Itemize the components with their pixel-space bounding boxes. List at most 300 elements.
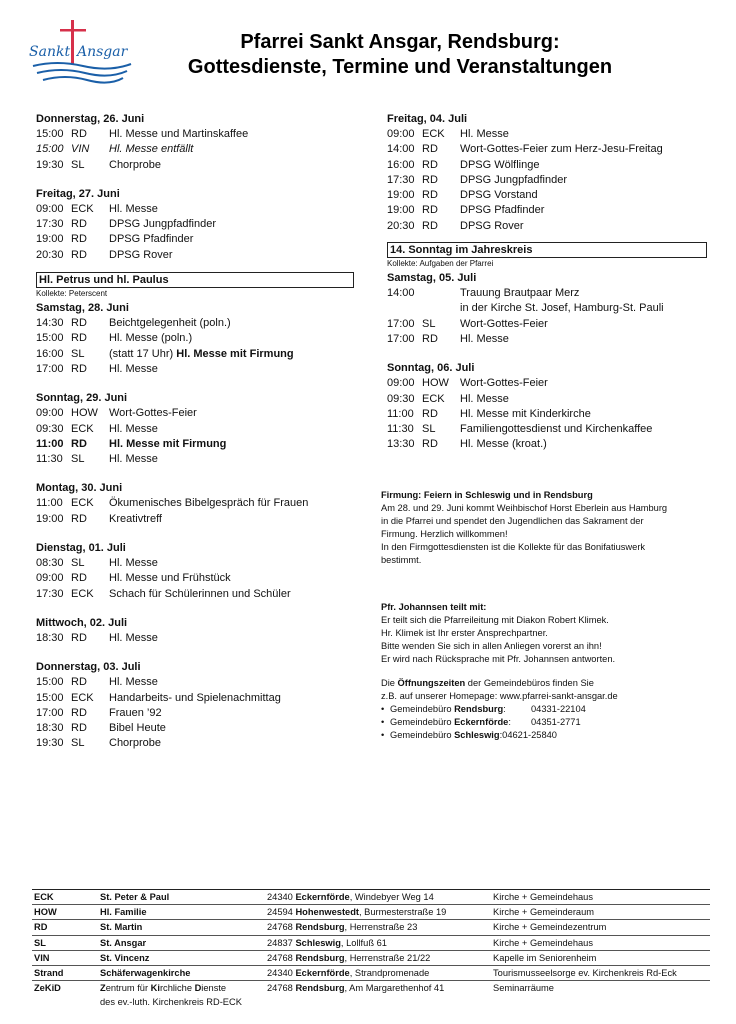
parish-logo [27, 18, 137, 96]
event-location: ECK [71, 202, 94, 215]
firmung-notice [381, 489, 691, 567]
event-time: 17:00 [387, 332, 415, 345]
event-title: DPSG Jungpfadfinder [460, 173, 568, 186]
location-name [98, 981, 265, 1010]
event-time: 17:30 [36, 587, 64, 600]
notice-line: in die Pfarrei und spendet den Jugendlichen das Sakrament der [381, 516, 644, 526]
table-row [32, 981, 710, 1010]
office-sep: : [499, 730, 503, 740]
event-row [387, 286, 707, 301]
location-name-line [100, 983, 226, 993]
event-time: 09:00 [387, 377, 415, 390]
event-title: DPSG Pfadfinder [109, 233, 194, 246]
event-title: Chorprobe [109, 737, 161, 750]
event-location: ECK [71, 497, 94, 510]
event-title: DPSG Rover [109, 248, 173, 261]
event-row [36, 331, 354, 346]
event-title: Chorprobe [109, 158, 161, 171]
bullet-icon: • [381, 704, 385, 714]
location-city: Schleswig [295, 937, 341, 948]
event-row [36, 362, 354, 377]
event-location: RD [71, 317, 87, 330]
event-title-bold: Hl. Messe mit Firmung [176, 347, 294, 360]
table-row [32, 905, 710, 920]
location-name-line-2: des ev.-luth. Kirchenkreis RD-ECK [100, 997, 242, 1008]
office-hours-notice [381, 677, 691, 742]
location-address [265, 920, 491, 935]
day-block [36, 659, 354, 751]
office-intro-bold: Öffnungszeiten [397, 678, 466, 688]
location-plz: 24340 [267, 967, 293, 978]
office-intro [381, 677, 691, 690]
event-location [422, 301, 460, 316]
kollekte-note: Kollekte: Peterscent [36, 289, 108, 299]
event-row-cancelled [36, 142, 354, 157]
event-row [387, 376, 707, 391]
event-time: 20:30 [36, 248, 64, 261]
event-time: 19:30 [36, 158, 64, 171]
location-city: Rendsburg [295, 983, 345, 994]
location-street: , Herrenstraße 21/22 [344, 952, 431, 963]
day-block [387, 270, 707, 347]
event-title: Hl. Messe und Frühstück [109, 572, 231, 585]
event-title: Hl. Messe [109, 453, 158, 466]
location-name: Schäferwagenkirche [98, 965, 265, 980]
location-address [265, 950, 491, 965]
event-location: RD [71, 128, 87, 140]
day-heading: Mittwoch, 02. Juli [36, 616, 128, 629]
event-row [387, 127, 707, 142]
event-row [36, 406, 354, 421]
event-location: HOW [422, 377, 449, 390]
event-time: 11:00 [36, 437, 64, 450]
location-street: , Burmesterstraße 19 [359, 907, 447, 918]
event-row [36, 452, 354, 467]
event-title: DPSG Wölflinge [460, 158, 540, 171]
event-row [387, 158, 707, 173]
bullet-icon: • [381, 730, 385, 740]
location-use: Tourismusseelsorge ev. Kirchenkreis Rd-Eck [491, 965, 710, 980]
event-location: RD [71, 332, 87, 345]
event-time: 15:00 [36, 143, 64, 156]
office-phone: 04331-22104 [531, 704, 586, 714]
svg-text:Sankt: Sankt [29, 44, 71, 60]
name-part: entrum für [105, 983, 151, 994]
event-title: Wort-Gottes-Feier [460, 317, 548, 330]
event-row [387, 142, 707, 157]
location-name: St. Martin [98, 920, 265, 935]
event-time: 14:00 [387, 143, 415, 156]
event-time: 08:30 [36, 557, 64, 570]
day-heading: Samstag, 05. Juli [387, 272, 477, 285]
event-title: Hl. Messe [109, 676, 158, 689]
event-row [36, 202, 354, 217]
page-title [130, 30, 670, 80]
office-sep: : [503, 704, 506, 714]
event-row [36, 571, 354, 586]
event-row [36, 512, 354, 527]
day-heading: Sonntag, 29. Juni [36, 392, 128, 405]
notice-line: Hr. Klimek ist Ihr erster Ansprechpartner. [381, 628, 548, 638]
event-location: RD [422, 407, 438, 420]
event-time: 18:30 [36, 631, 64, 644]
notice-heading: Firmung: Feiern in Schleswig und in Rendsburg [381, 490, 593, 500]
day-block [36, 480, 354, 527]
event-location: RD [422, 173, 438, 186]
location-name: St. Ansgar [98, 935, 265, 950]
event-row [36, 232, 354, 247]
event-row [36, 127, 354, 142]
location-address [265, 935, 491, 950]
location-plz: 24594 [267, 907, 293, 918]
notice-heading: Pfr. Johannsen teilt mit: [381, 602, 487, 612]
location-street: , Herrenstraße 23 [344, 922, 418, 933]
event-location: RD [71, 706, 87, 719]
event-row [36, 675, 354, 690]
office-label [390, 729, 502, 742]
day-heading: Sonntag, 06. Juli [387, 362, 475, 375]
event-location: ECK [71, 587, 94, 600]
table-row [32, 950, 710, 965]
event-location: SL [71, 158, 85, 171]
location-code: Strand [32, 965, 98, 980]
event-time: 09:00 [387, 128, 415, 140]
event-row [36, 706, 354, 721]
location-use: Kapelle im Seniorenheim [491, 950, 710, 965]
event-row-highlight [36, 437, 354, 452]
day-block [36, 186, 354, 263]
event-location: RD [71, 512, 87, 525]
bullet-icon: • [381, 717, 385, 727]
event-title: Handarbeits- und Spielenachmittag [109, 691, 281, 704]
event-title: Ökumenisches Bibelgespräch für Frauen [109, 497, 309, 510]
event-time: 09:30 [36, 422, 64, 435]
office-place: Eckernförde [454, 717, 509, 727]
event-location: RD [422, 438, 438, 451]
event-location: RD [422, 143, 438, 156]
event-row [36, 217, 354, 232]
day-block [36, 111, 354, 173]
notice-line: bestimmt. [381, 555, 422, 565]
location-use: Kirche + Gemeindehaus [491, 935, 710, 950]
notice-line: Bitte wenden Sie sich in allen Anliegen vorerst an ihn! [381, 641, 602, 651]
day-heading: Montag, 30. Juni [36, 482, 123, 495]
event-location: SL [71, 557, 85, 570]
table-row [32, 965, 710, 980]
event-location: RD [71, 572, 87, 585]
event-time: 17:00 [36, 706, 64, 719]
event-row [36, 248, 354, 263]
event-row [387, 437, 707, 452]
event-location: RD [422, 204, 438, 217]
event-location: VIN [71, 143, 90, 156]
event-row [36, 158, 354, 173]
feast-title-box: Hl. Petrus und hl. Paulus [36, 272, 354, 288]
event-location: ECK [422, 128, 445, 140]
event-location: ECK [71, 422, 94, 435]
event-time: 15:00 [36, 128, 64, 140]
event-time: 09:00 [36, 202, 64, 215]
location-name: Hl. Familie [98, 905, 265, 920]
location-plz: 24768 [267, 952, 293, 963]
location-plz: 24837 [267, 937, 293, 948]
location-street: , Lollfuß 61 [340, 937, 387, 948]
event-title: Schach für Schülerinnen und Schüler [109, 587, 291, 600]
office-contact [381, 716, 691, 729]
day-block [387, 360, 707, 452]
event-row [36, 347, 354, 362]
event-title: Kreativtreff [109, 512, 162, 525]
event-time: 17:30 [36, 218, 64, 231]
event-location: RD [71, 631, 87, 644]
event-location: RD [71, 248, 87, 261]
notice-line: Am 28. und 29. Juni kommt Weihbischof Horst Eberlein aus Hamburg [381, 503, 668, 513]
office-contact [381, 703, 691, 716]
event-location: RD [422, 332, 438, 345]
event-location: SL [71, 737, 85, 750]
event-time: 11:00 [36, 497, 63, 510]
office-contact [381, 729, 691, 742]
event-time: 14:00 [387, 287, 415, 300]
notice-line: Er wird nach Rücksprache mit Pfr. Johannsen antworten. [381, 654, 616, 664]
event-row [36, 422, 354, 437]
event-title: Bibel Heute [109, 722, 166, 735]
kollekte-note: Kollekte: Aufgaben der Pfarrei [387, 259, 494, 269]
event-time: 17:30 [387, 173, 415, 186]
event-time: 15:00 [36, 332, 64, 345]
event-row [36, 721, 354, 736]
event-time: 19:30 [36, 737, 64, 750]
office-intro-post: der Gemeindebüros finden Sie [465, 678, 594, 688]
event-title: Wort-Gottes-Feier [109, 407, 197, 420]
notice-line: Er teilt sich die Pfarreileitung mit Diakon Robert Klimek. [381, 615, 609, 625]
event-time: 19:00 [387, 189, 415, 202]
location-city: Hohenwestedt [295, 907, 359, 918]
event-title: in der Kirche St. Josef, Hamburg-St. Pauli [460, 302, 664, 315]
table-row [32, 920, 710, 935]
office-prefix: Gemeindebüro [390, 704, 455, 714]
svg-text:Ansgar: Ansgar [77, 44, 128, 60]
event-location: RD [71, 722, 87, 735]
day-heading: Samstag, 28. Juni [36, 302, 129, 315]
office-sep: : [508, 717, 511, 727]
office-prefix: Gemeindebüro [390, 717, 455, 727]
office-place: Rendsburg [454, 704, 504, 714]
event-row-continued [387, 301, 707, 316]
office-intro-pre: Die [381, 678, 398, 688]
event-title: DPSG Jungpfadfinder [109, 218, 217, 231]
location-street: , Windebyer Weg 14 [349, 892, 434, 902]
day-block [36, 390, 354, 467]
event-row [387, 203, 707, 218]
location-city: Eckernförde [295, 892, 350, 902]
location-city: Rendsburg [295, 952, 345, 963]
event-row [36, 496, 354, 511]
event-title: Hl. Messe und Martinskaffee [109, 128, 249, 140]
location-use: Kirche + Gemeindezentrum [491, 920, 710, 935]
event-title: DPSG Vorstand [460, 189, 538, 202]
pfarrer-notice [381, 601, 691, 666]
event-time: 15:00 [36, 676, 64, 689]
office-label [390, 716, 531, 729]
event-time [387, 301, 422, 316]
event-title: Beichtgelegenheit (poln.) [109, 317, 231, 330]
event-time: 18:30 [36, 722, 64, 735]
name-part: ienste [201, 983, 227, 994]
day-block [36, 300, 354, 377]
event-title: Hl. Messe [460, 128, 509, 140]
event-title: Trauung Brautpaar Merz [460, 287, 580, 300]
event-row [387, 188, 707, 203]
event-row [387, 332, 707, 347]
day-heading: Freitag, 27. Juni [36, 187, 120, 200]
event-time: 16:00 [36, 347, 64, 360]
title-line-1: Pfarrei Sankt Ansgar, Rendsburg: [240, 31, 560, 53]
cross-waves-logo-icon [27, 18, 137, 96]
event-time: 16:00 [387, 158, 415, 171]
office-phone: 04351-2771 [531, 717, 581, 727]
event-row [387, 173, 707, 188]
day-block [387, 111, 707, 234]
location-code: ZeKiD [34, 983, 61, 994]
event-title: Wort-Gottes-Feier [460, 377, 548, 390]
event-title: Hl. Messe (poln.) [109, 332, 193, 345]
event-location: SL [71, 453, 85, 466]
office-label [390, 703, 531, 716]
feast-title-box: 14. Sonntag im Jahreskreis [387, 242, 707, 258]
event-title: Hl. Messe [460, 392, 509, 405]
location-plz: 24768 [267, 922, 293, 933]
acronym-letter: D [194, 983, 202, 994]
location-code: RD [32, 920, 98, 935]
event-title: Wort-Gottes-Feier zum Herz-Jesu-Freitag [460, 143, 663, 156]
location-code: VIN [32, 950, 98, 965]
event-location: HOW [71, 407, 98, 420]
event-time: 11:30 [387, 423, 414, 436]
event-location: RD [71, 676, 87, 689]
event-time: 13:30 [387, 438, 415, 451]
event-location: ECK [422, 392, 445, 405]
event-time: 20:30 [387, 219, 415, 232]
event-time: 14:30 [36, 317, 64, 330]
event-time: 17:00 [387, 317, 415, 330]
event-time: 19:00 [36, 233, 64, 246]
event-row [387, 219, 707, 234]
location-code: ECK [32, 890, 98, 905]
event-location: RD [71, 362, 87, 375]
location-legend-table [32, 889, 710, 1009]
location-name: St. Peter & Paul [98, 890, 265, 905]
name-part: rchliche [159, 983, 195, 994]
location-city: Rendsburg [295, 922, 345, 933]
location-address [265, 890, 491, 905]
homepage-line: z.B. auf unserer Homepage: www.pfarrei-sankt-ansgar.de [381, 691, 618, 701]
location-name: St. Vincenz [98, 950, 265, 965]
location-use: Kirche + Gemeindehaus [491, 890, 710, 905]
event-title: Frauen ’92 [109, 706, 162, 719]
location-address [265, 965, 491, 980]
event-title: Hl. Messe [109, 631, 158, 644]
event-row [36, 587, 354, 602]
event-title: Hl. Messe mit Firmung [109, 437, 227, 450]
event-row [36, 736, 354, 751]
event-row [36, 631, 354, 646]
event-time: 11:00 [387, 407, 414, 420]
event-location: RD [422, 219, 438, 232]
event-title: Hl. Messe [460, 332, 509, 345]
event-title: DPSG Rover [460, 219, 524, 232]
location-use: Seminarräume [493, 983, 554, 994]
event-title: Hl. Messe [109, 362, 158, 375]
event-location [422, 286, 460, 301]
event-note: (statt 17 Uhr) [109, 347, 177, 360]
location-address [265, 981, 491, 1010]
event-title: Familiengottesdienst und Kirchenkaffee [460, 423, 653, 436]
day-block [36, 540, 354, 602]
event-time: 09:30 [387, 392, 415, 405]
day-block [36, 615, 354, 646]
notice-line: Firmung. Herzlich willkommen! [381, 529, 508, 539]
event-location: RD [422, 189, 438, 202]
acronym-letter: Z [100, 983, 106, 994]
notice-line: In den Firmgottesdiensten ist die Kollekte für das Bonifatiuswerk [381, 542, 646, 552]
location-code: SL [32, 935, 98, 950]
event-title: Hl. Messe [109, 202, 158, 215]
location-address [265, 905, 491, 920]
table-row [32, 890, 710, 905]
event-location: SL [422, 423, 436, 436]
event-location: RD [422, 158, 438, 171]
event-row [36, 316, 354, 331]
office-place: Schleswig [454, 730, 500, 740]
location-plz: 24768 [267, 983, 293, 994]
event-time: 17:00 [36, 362, 64, 375]
event-row [387, 317, 707, 332]
event-row [36, 691, 354, 706]
event-row [387, 392, 707, 407]
location-street: , Strandpromenade [349, 967, 430, 978]
office-phone: 04621-25840 [502, 730, 557, 740]
event-title: Hl. Messe mit Kinderkirche [460, 407, 591, 420]
office-prefix: Gemeindebüro [390, 730, 455, 740]
event-time: 09:00 [36, 407, 64, 420]
day-heading: Freitag, 04. Juli [387, 113, 468, 125]
event-time: 19:00 [387, 204, 415, 217]
day-heading: Donnerstag, 26. Juni [36, 113, 145, 125]
schedule-left-column [36, 111, 354, 752]
event-title [109, 347, 294, 362]
acronym-letter: Ki [150, 983, 160, 994]
location-street: , Am Margarethenhof 41 [344, 983, 445, 994]
event-row [387, 407, 707, 422]
event-title: Hl. Messe (kroat.) [460, 438, 547, 451]
event-location: SL [71, 347, 85, 360]
title-line-2: Gottesdienste, Termine und Veranstaltungen [187, 56, 613, 78]
event-row [387, 422, 707, 437]
event-row [36, 556, 354, 571]
location-city: Eckernförde [295, 967, 350, 978]
location-plz: 24340 [267, 892, 293, 902]
event-time: 11:30 [36, 453, 63, 466]
event-location: RD [71, 218, 87, 231]
table-row [32, 935, 710, 950]
schedule-right-column [387, 111, 707, 453]
event-location: RD [71, 437, 87, 450]
event-title: Hl. Messe entfällt [109, 143, 194, 156]
event-time: 09:00 [36, 572, 64, 585]
event-time: 15:00 [36, 691, 64, 704]
location-use: Kirche + Gemeinderaum [491, 905, 710, 920]
